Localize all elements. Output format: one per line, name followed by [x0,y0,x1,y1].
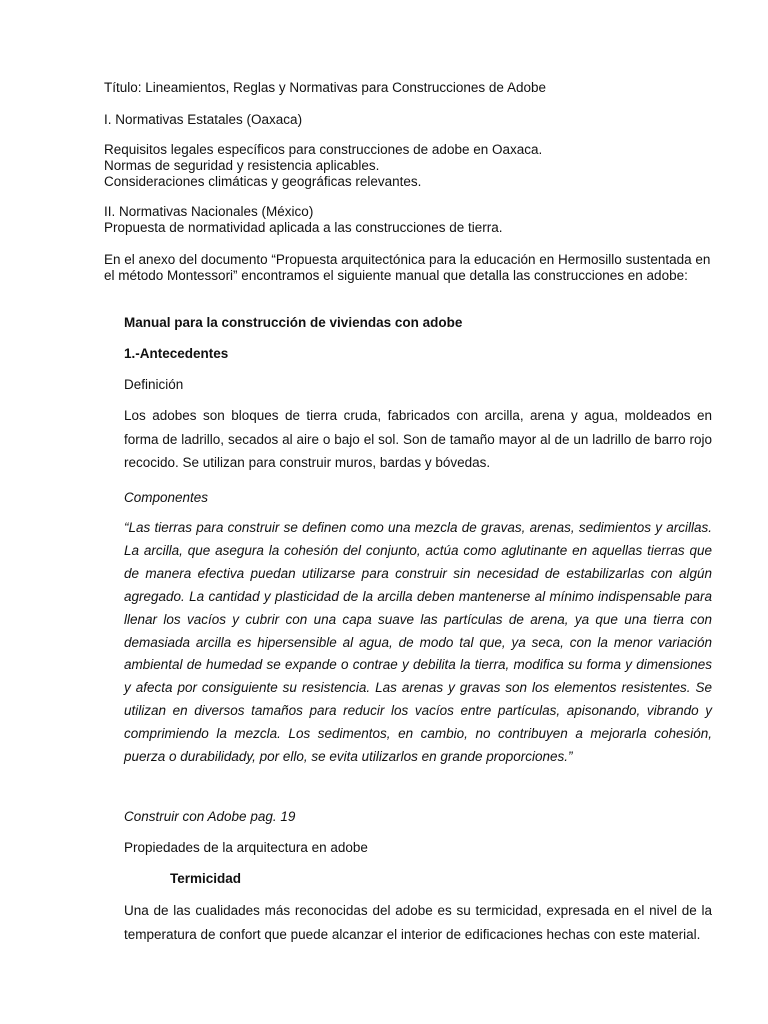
section-1-item: Normas de seguridad y resistencia aplicables. [104,158,380,173]
section-1-heading: I. Normativas Estatales (Oaxaca) [104,112,303,127]
componentes-heading: Componentes [124,490,209,505]
definicion-heading: Definición [124,377,184,392]
section-1-item: Consideraciones climáticas y geográficas relevantes. [104,174,422,189]
document-title: Título: Lineamientos, Reglas y Normativas para Construcciones de Adobe [104,80,546,95]
antecedentes-heading: 1.-Antecedentes [124,346,229,361]
section-2-heading: II. Normativas Nacionales (México) [104,204,314,219]
section-1-item: Requisitos legales específicos para construcciones de adobe en Oaxaca. [104,142,543,157]
section-2 [104,204,724,236]
definicion-paragraph: Los adobes son bloques de tierra cruda, fabricados con arcilla, arena y agua, moldeados en forma de ladrillo, secados al aire o bajo el sol. Son de tamaño mayor al de un ladrillo de barro rojo recocido. Se utilizan para construir muros, bardas y bóvedas. [124,408,712,470]
citation: Construir con Adobe pag. 19 [124,809,296,824]
termicidad-heading: Termicidad [170,871,242,886]
termicidad-paragraph: Una de las cualidades más reconocidas del adobe es su termicidad, expresada en el nivel de la temperatura de confort que puede alcanzar el interior de edificaciones hechas con este material. [124,903,712,942]
intro-paragraph: En el anexo del documento “Propuesta arquitectónica para la educación en Hermosillo sustentada en el método Montessori” encontramos el siguiente manual que detalla las construcciones en adobe: [104,252,711,283]
manual-title: Manual para la construcción de viviendas con adobe [124,315,463,330]
propiedades-heading: Propiedades de la arquitectura en adobe [124,840,368,855]
componentes-quote: “Las tierras para construir se definen como una mezcla de gravas, arenas, sedimientos y arcillas. La arcilla, que asegura la cohesión del conjunto, actúa como aglutinante en aquellas tierras que de manera efectiva puedan utilizarse para construir sin necesidad de estabilizarlas con algún agregado. La cantidad y plasticidad de la arcilla deben mantenerse al mínimo indispensable para llenar los vacíos y cubrir con una capa suave las partículas de arena, ya que una tierra con demasiada arcilla es hipersensible al agua, de modo tal que, ya seca, con la menor variación ambiental de humedad se expande o contrae y debilita la tierra, modifica su forma y dimensiones y afecta por consiguiente su resistencia. Las arenas y gravas son los elementos resistentes. Se utilizan en diversos tamaños para reducir los vacíos entre partículas, apisonando, vibrando y comprimiendo la mezcla. Los sedimentos, en cambio, no contribuyen a mejorarla cohesión, puerza o durabilidady, por ello, se evita utilizarlos en grande proporciones.” [124,520,712,765]
section-1-list [104,142,724,190]
section-2-item: Propuesta de normatividad aplicada a las construcciones de tierra. [104,220,503,235]
